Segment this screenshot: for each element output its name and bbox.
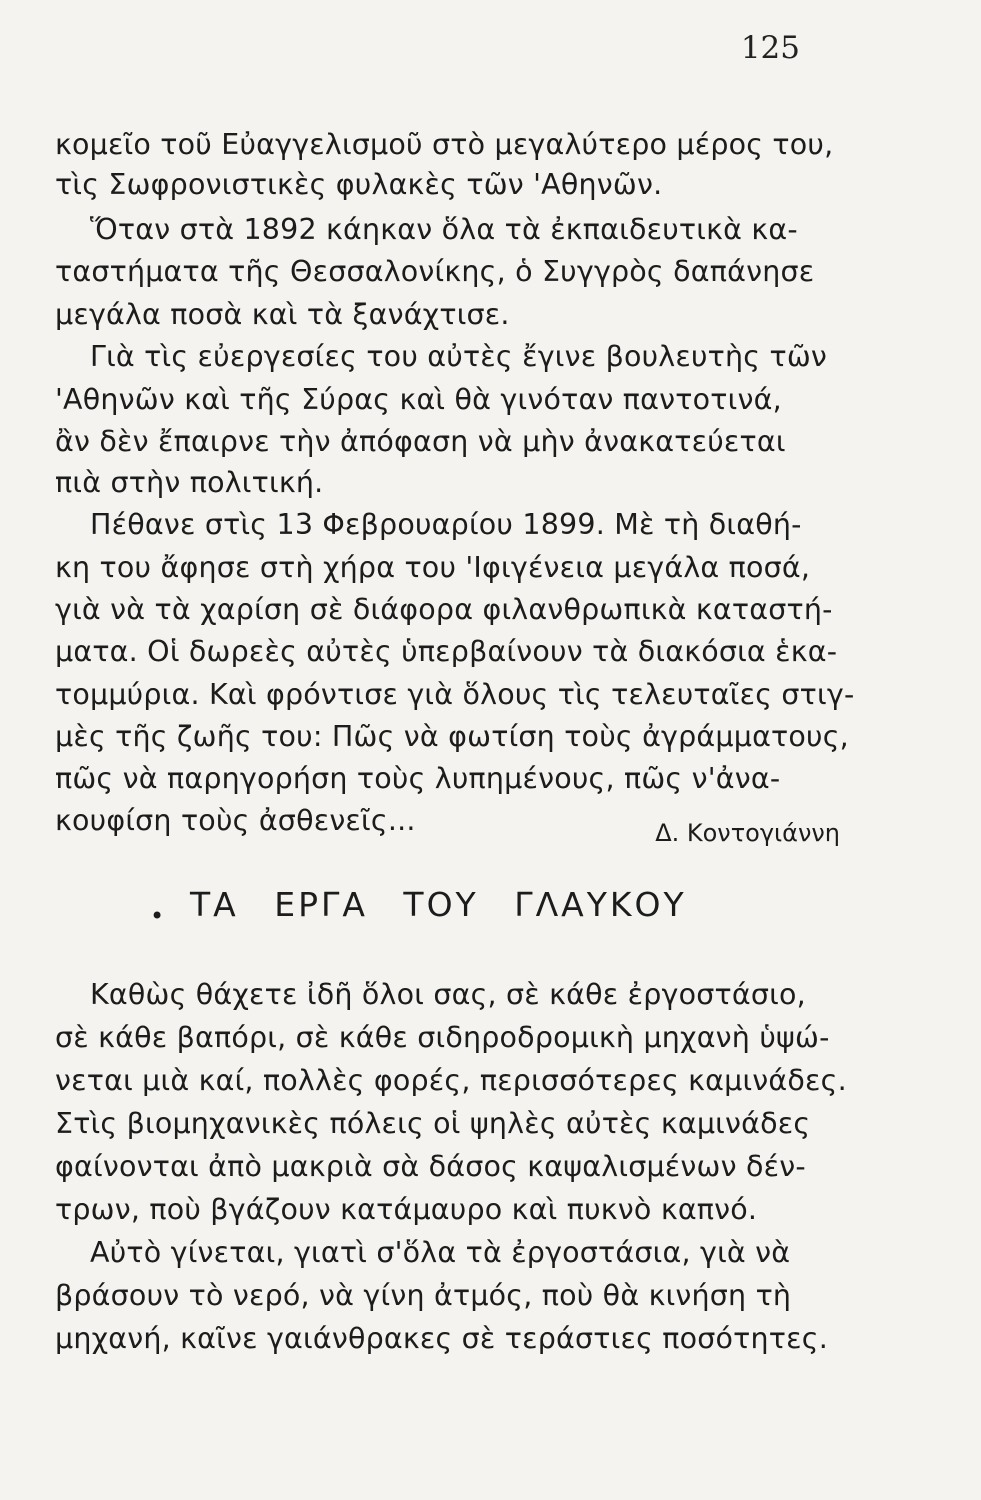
page-number: 125 (740, 30, 800, 66)
text-line: κομεῖο τοῦ Εὐαγγελισμοῦ στὸ μεγαλύτερο μέρος του, (55, 128, 834, 161)
text-line: Στὶς βιομηχανικὲς πόλεις οἱ ψηλὲς αὐτὲς καμινάδες (55, 1107, 811, 1140)
text-line: 'Αθηνῶν καὶ τῆς Σύρας καὶ θὰ γινόταν παντοτινά, (55, 383, 782, 416)
text-line: τομμύρια. Καὶ φρόντισε γιὰ ὅλους τὶς τελευταῖες στιγ- (55, 678, 855, 711)
text-line: Αὐτὸ γίνεται, γιατὶ σ'ὅλα τὰ ἐργοστάσια, γιὰ νὰ (90, 1236, 791, 1269)
text-line: Ὅταν στὰ 1892 κάηκαν ὅλα τὰ ἐκπαιδευτικὰ κα- (90, 213, 798, 246)
text-line: Καθὼς θάχετε ἰδῆ ὅλοι σας, σὲ κάθε ἐργοστάσιο, (90, 978, 806, 1011)
text-line: νεται μιὰ καί, πολλὲς φορές, περισσότερες καμινάδες. (55, 1064, 847, 1097)
text-line: φαίνονται ἀπὸ μακριὰ σὰ δάσος καψαλισμένων δέν- (55, 1150, 806, 1183)
text-line: πῶς νὰ παρηγορήση τοὺς λυπημένους, πῶς ν'ἀνα- (55, 762, 781, 795)
text-line: κη του ἄφησε στὴ χήρα του 'Ιφιγένεια μεγάλα ποσά, (55, 551, 811, 584)
heading-bullet: • (150, 902, 165, 930)
text-line: μὲς τῆς ζωῆς του: Πῶς νὰ φωτίση τοὺς ἀγράμματους, (55, 720, 849, 753)
text-line: Γιὰ τὶς εὐεργεσίες του αὐτὲς ἔγινε βουλευτὴς τῶν (90, 340, 828, 373)
text-line: τρων, ποὺ βγάζουν κατάμαυρο καὶ πυκνὸ καπνό. (55, 1193, 758, 1226)
text-line: μηχανή, καῖνε γαιάνθρακες σὲ τεράστιες ποσότητες. (55, 1322, 828, 1355)
section-title: ΤΑ ΕΡΓΑ ΤΟΥ ΓΛΑΥΚΟΥ (190, 885, 687, 924)
text-line: ματα. Οἱ δωρεὲς αὐτὲς ὑπερβαίνουν τὰ διακόσια ἑκα- (55, 635, 838, 668)
text-line: Πέθανε στὶς 13 Φεβρουαρίου 1899. Μὲ τὴ διαθή- (90, 508, 802, 541)
text-line: πιὰ στὴν πολιτική. (55, 466, 324, 499)
text-line: βράσουν τὸ νερό, νὰ γίνη ἀτμός, ποὺ θὰ κινήση τὴ (55, 1279, 792, 1312)
text-line: ἂν δὲν ἔπαιρνε τὴν ἀπόφαση νὰ μὴν ἀνακατεύεται (55, 425, 786, 458)
text-line: γιὰ νὰ τὰ χαρίση σὲ διάφορα φιλανθρωπικὰ καταστή- (55, 593, 833, 626)
text-line: μεγάλα ποσὰ καὶ τὰ ξανάχτισε. (55, 298, 510, 331)
text-line: τὶς Σωφρονιστικὲς φυλακὲς τῶν 'Αθηνῶν. (55, 168, 663, 201)
text-line: σὲ κάθε βαπόρι, σὲ κάθε σιδηροδρομικὴ μηχανὴ ὑψώ- (55, 1021, 830, 1054)
author-signature: Δ. Κοντογιάννη (655, 819, 840, 847)
text-line: κουφίση τοὺς ἀσθενεῖς... (55, 804, 416, 837)
text-line: ταστήματα τῆς Θεσσαλονίκης, ὁ Συγγρὸς δαπάνησε (55, 255, 815, 288)
